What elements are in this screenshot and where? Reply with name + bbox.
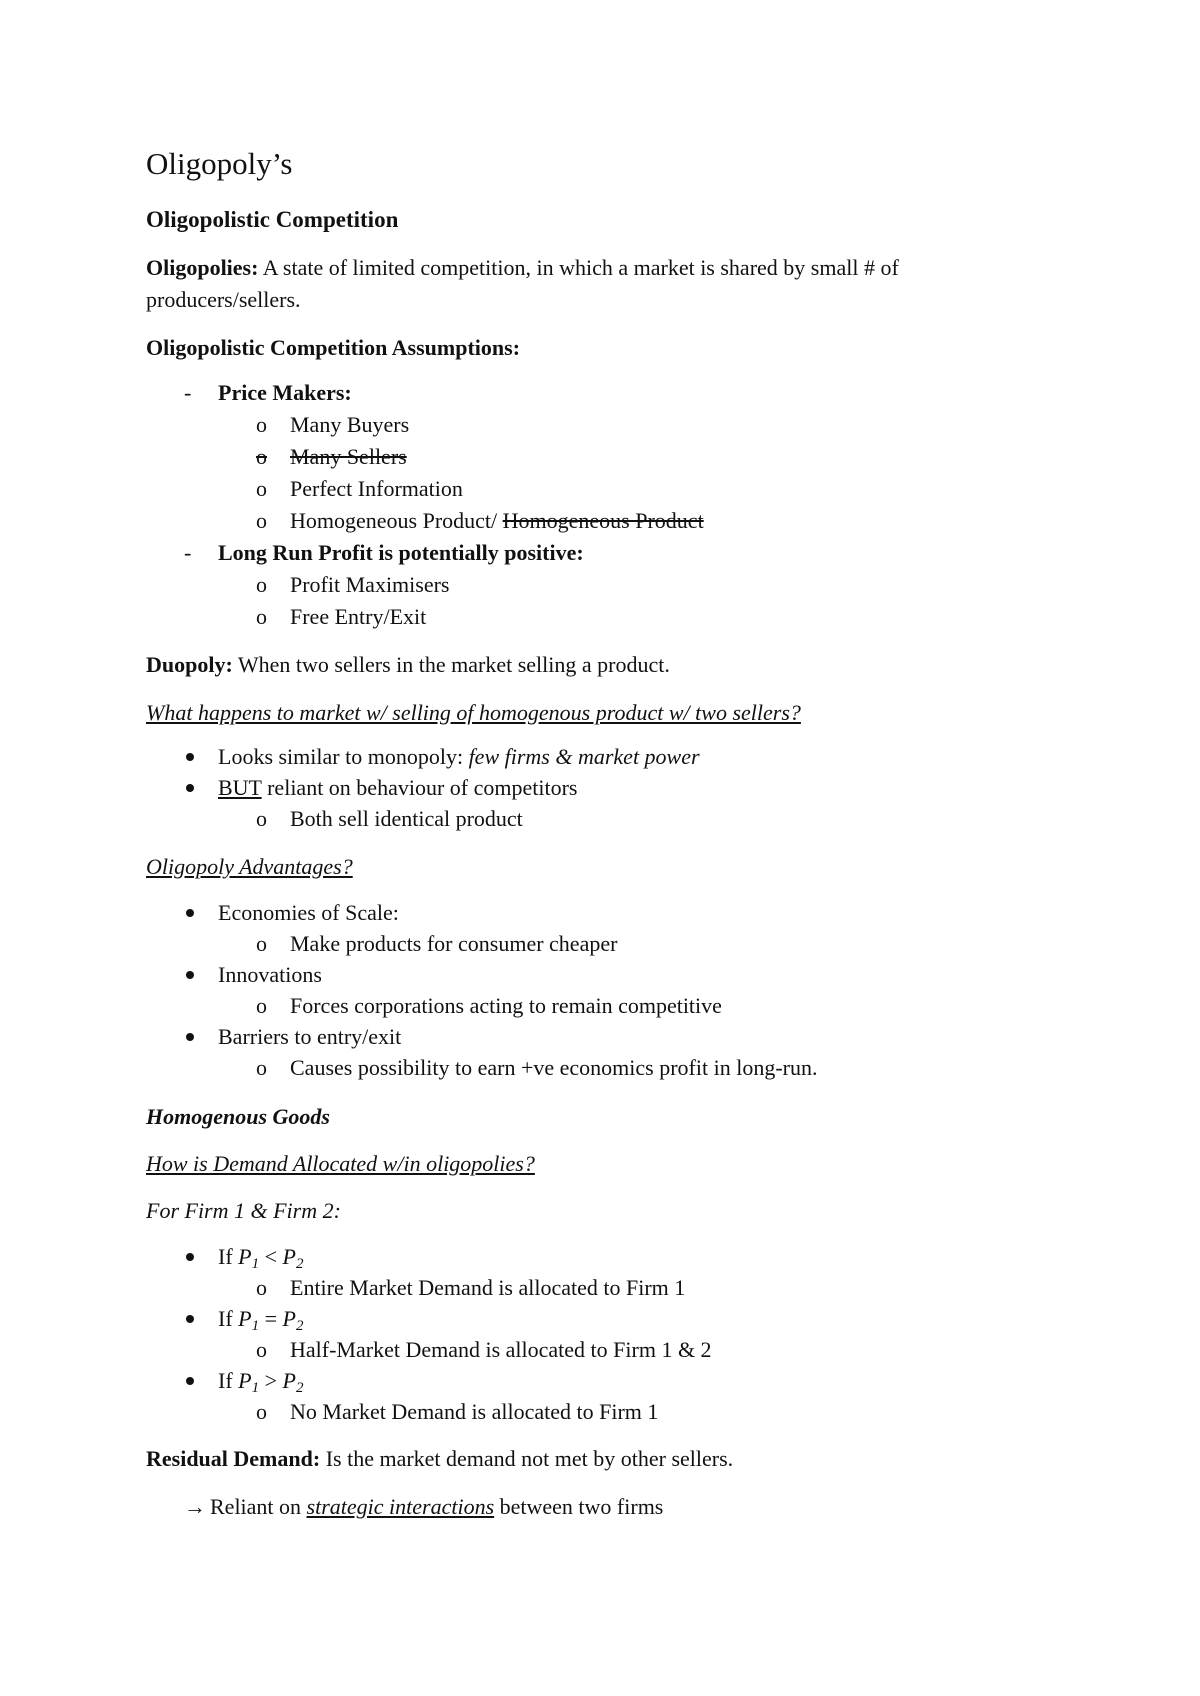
emphasis-strategic: strategic interactions <box>306 1494 495 1519</box>
definition-duopoly <box>146 652 670 678</box>
definition-text: Is the market demand not met by other sellers. <box>320 1446 734 1471</box>
o-marker: o <box>256 1275 267 1300</box>
definition-residual-demand <box>146 1446 733 1472</box>
bullet-marker <box>186 909 194 917</box>
bullet-marker <box>186 1315 194 1323</box>
residual-note-text: Reliant on strategic interactions between two firms <box>210 1494 664 1519</box>
dash-marker: - <box>184 380 192 405</box>
definition-text: When two sellers in the market selling a product. <box>232 652 670 677</box>
bullet-text: Innovations <box>218 962 322 987</box>
case-condition: If $P_1 > P_2$ <box>218 1368 304 1396</box>
o-marker-struck: o <box>256 444 267 469</box>
bullet-marker <box>186 1253 194 1261</box>
assumptions-heading: Oligopolistic Competition Assumptions: <box>146 335 521 360</box>
bullet-text: Barriers to entry/exit <box>218 1024 402 1049</box>
bullet-marker <box>186 1033 194 1041</box>
sub-item-text-group <box>290 508 704 534</box>
o-marker: o <box>256 1055 267 1080</box>
sub-item-text: Profit Maximisers <box>290 572 450 597</box>
duopoly-question: What happens to market w/ selling of homogenous product w/ two sellers? <box>146 700 801 725</box>
page-title: Oligopoly’s <box>146 146 293 181</box>
bullet-text-italic: few firms & market power <box>468 744 700 769</box>
sub-item-text: Half-Market Demand is allocated to Firm 1 & 2 <box>290 1337 712 1362</box>
dash-marker: - <box>184 540 192 565</box>
bullet-marker <box>186 971 194 979</box>
o-marker: o <box>256 412 267 437</box>
demand-allocation-question: How is Demand Allocated w/in oligopolies? <box>146 1151 535 1176</box>
sub-item-text: Make products for consumer cheaper <box>290 931 618 956</box>
section-heading-oligopolistic-competition: Oligopolistic Competition <box>146 207 399 232</box>
sub-item-text-struck: Homogeneous Product <box>502 508 704 533</box>
homogenous-goods-heading: Homogenous Goods <box>146 1104 330 1129</box>
o-marker: o <box>256 604 267 629</box>
definition-continuation: producers/sellers. <box>146 287 301 312</box>
sub-item-text: Homogeneous Product/ <box>290 508 503 533</box>
o-marker: o <box>256 1337 267 1362</box>
price-makers-label: Price Makers: <box>218 380 352 405</box>
bullet-text-group <box>218 744 700 770</box>
sub-item-text: Forces corporations acting to remain competitive <box>290 993 722 1018</box>
sub-item-text: Many Buyers <box>290 412 410 437</box>
bullet-text-underline: BUT <box>218 775 262 800</box>
term: Oligopolies: <box>146 255 259 280</box>
bullet-marker <box>186 753 194 761</box>
sub-item-text: Free Entry/Exit <box>290 604 427 629</box>
o-marker: o <box>256 476 267 501</box>
sub-item-text: No Market Demand is allocated to Firm 1 <box>290 1399 659 1424</box>
arrow-icon: → <box>184 1494 206 1519</box>
definition-text: A state of limited competition, in which a market is shared by small # of <box>258 255 899 280</box>
term: Residual Demand: <box>146 1446 321 1471</box>
o-marker: o <box>256 1399 267 1424</box>
term: Duopoly: <box>146 652 233 677</box>
bullet-marker <box>186 1377 194 1385</box>
bullet-text: Economies of Scale: <box>218 900 399 925</box>
o-marker: o <box>256 993 267 1018</box>
bullet-text: reliant on behaviour of competitors <box>261 775 578 800</box>
o-marker: o <box>256 508 267 533</box>
case-condition: If $P_1 = P_2$ <box>218 1306 304 1334</box>
bullet-text: Looks similar to monopoly: <box>218 744 469 769</box>
advantages-question: Oligopoly Advantages? <box>146 854 353 879</box>
sub-item-text: Entire Market Demand is allocated to Firm 1 <box>290 1275 686 1300</box>
sub-item-text: Causes possibility to earn +ve economics profit in long-run. <box>290 1055 818 1080</box>
sub-item-text: Perfect Information <box>290 476 463 501</box>
firms-label: For Firm 1 & Firm 2: <box>146 1198 341 1223</box>
definition-oligopolies <box>146 255 899 281</box>
long-run-label: Long Run Profit is potentially positive: <box>218 540 584 565</box>
bullet-marker <box>186 784 194 792</box>
case-condition: If $P_1 < P_2$ <box>218 1244 304 1272</box>
bullet-text-group <box>218 775 577 801</box>
o-marker: o <box>256 572 267 597</box>
o-marker: o <box>256 806 267 831</box>
o-marker: o <box>256 931 267 956</box>
sub-item-text-struck: Many Sellers <box>290 444 407 469</box>
sub-item-text: Both sell identical product <box>290 806 523 831</box>
